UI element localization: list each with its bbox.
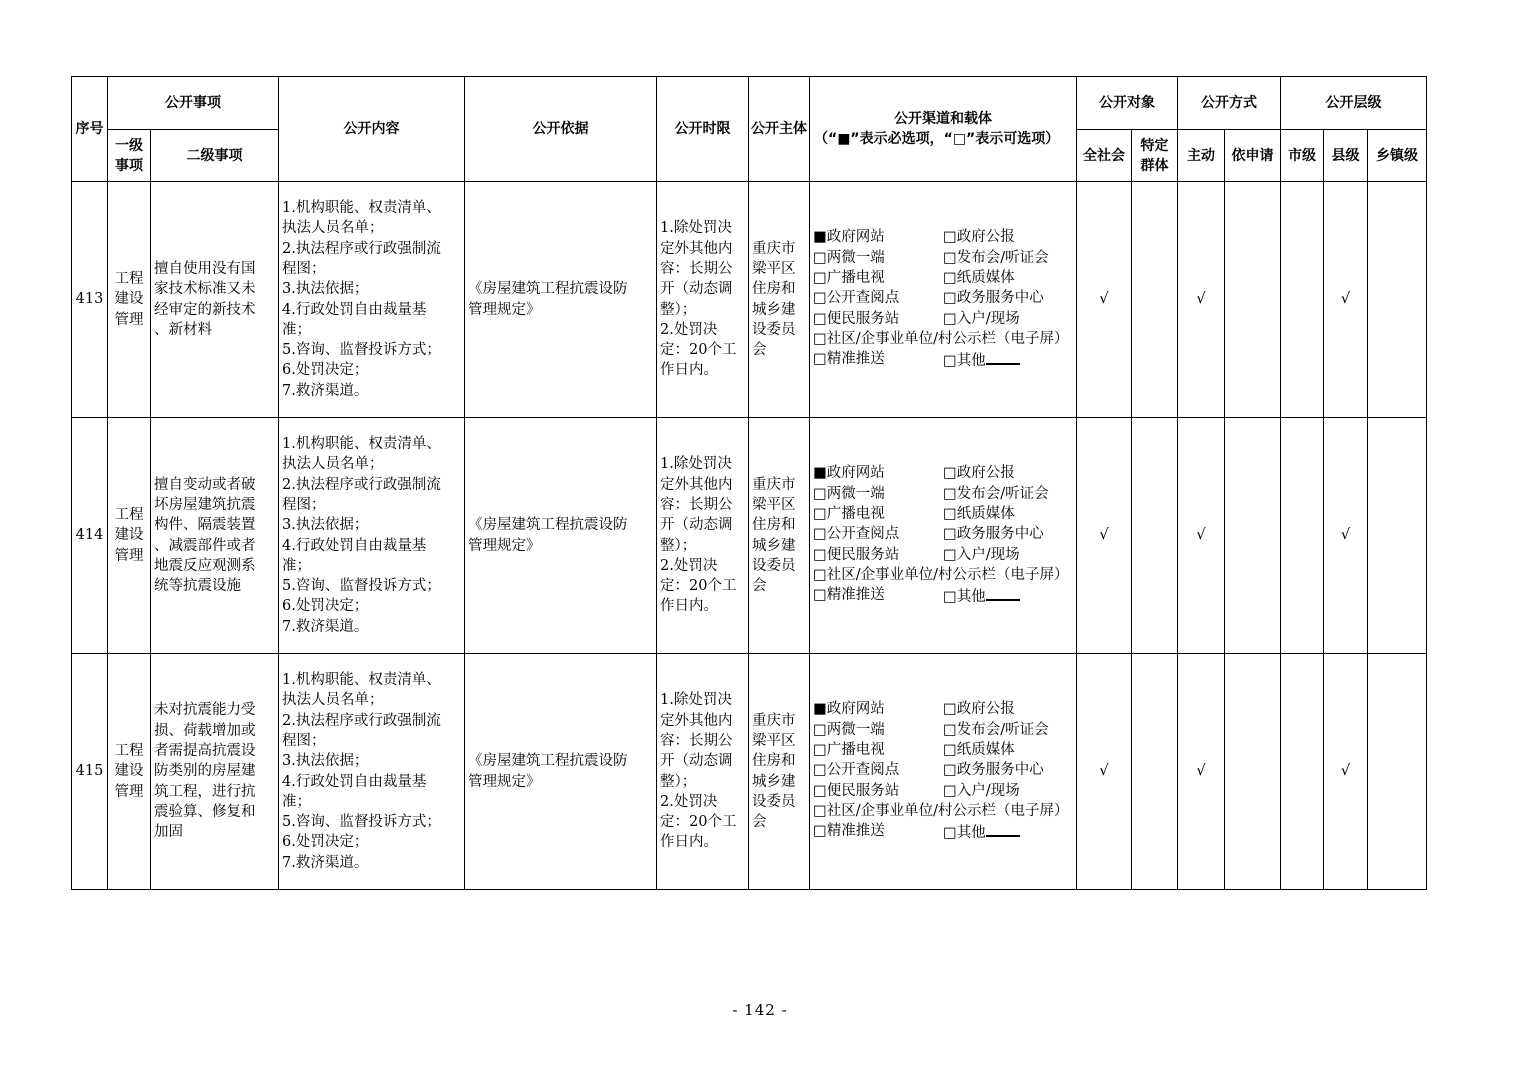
level-city-cell [1281, 182, 1324, 418]
content-line: 7.救济渠道。 [282, 382, 369, 399]
level-town-cell [1368, 418, 1427, 654]
level2-line: 、新材料 [154, 321, 212, 338]
channel-list [813, 699, 1073, 843]
subject-line: 城乡建 [752, 537, 796, 554]
target-all-cell: √ [1077, 418, 1132, 654]
channel-option-label: □发布会/听证会 [943, 485, 1049, 502]
channel-option-label: □发布会/听证会 [943, 721, 1049, 738]
channel-option [813, 349, 943, 371]
channel-option-label: □广播电视 [813, 270, 885, 287]
level1-cell [108, 182, 151, 418]
subject-line: 城乡建 [752, 773, 796, 790]
blank-underline [986, 585, 1020, 601]
subject-line: 住房和 [752, 281, 796, 298]
target-specific-cell [1132, 418, 1178, 654]
target-all-cell: √ [1077, 182, 1132, 418]
channel-option-label: □便民服务站 [813, 782, 900, 799]
content-line: 执法人员名单； [282, 220, 384, 237]
seq-cell: 415 [72, 654, 108, 890]
channel-option-label: □入户/现场 [943, 546, 1020, 563]
time-limit-line: 定：20个工 [660, 578, 737, 595]
channel-option [943, 821, 1073, 843]
time-limit-line: 整）； [660, 537, 697, 554]
basis-line: 《房屋建筑工程抗震设防 [468, 281, 628, 298]
level2-line: 防类别的房屋建 [154, 763, 256, 780]
level1-line: 建设 [114, 527, 144, 544]
time-limit-line: 2.处罚决 [660, 321, 718, 338]
channel-option [943, 585, 1073, 607]
basis-line: 管理规定》 [468, 301, 541, 318]
level2-line: 擅自变动或者破 [154, 476, 256, 493]
level2-line: 者需提高抗震设 [154, 743, 256, 760]
level1-line: 管理 [114, 547, 144, 564]
time-limit-line: 1.除处罚决 [660, 692, 732, 709]
content-line: 6.处罚决定； [282, 362, 369, 379]
header-channel-title: 公开渠道和载体 [894, 111, 992, 127]
method-request-cell [1225, 182, 1281, 418]
level2-cell [151, 654, 279, 890]
channel-cell [810, 654, 1077, 890]
content-line: 3.执法依据； [282, 281, 369, 298]
channel-option-label: □便民服务站 [813, 310, 900, 327]
target-specific-cell [1132, 182, 1178, 418]
content-line: 执法人员名单； [282, 692, 384, 709]
level2-line: 震验算、修复和 [154, 803, 256, 820]
channel-option [943, 349, 1073, 371]
content-line: 1.机构职能、权责清单、 [282, 436, 441, 453]
time-limit-line: 整）； [660, 301, 697, 318]
channel-option-label: □公开查阅点 [813, 762, 900, 779]
channel-option-label: □政府公报 [943, 229, 1015, 246]
content-cell [279, 182, 465, 418]
disclosure-table [71, 76, 1427, 890]
subject-line: 梁平区 [752, 732, 796, 749]
level2-line: 未对抗震能力受 [154, 702, 256, 719]
content-line: 5.咨询、监督投诉方式； [282, 578, 441, 595]
subject-line: 重庆市 [752, 240, 796, 257]
header-level-county: 县级 [1324, 130, 1368, 182]
level1-line: 工程 [114, 743, 144, 760]
time-limit-line: 作日内。 [660, 598, 718, 615]
header-target-all: 全社会 [1077, 130, 1132, 182]
basis-cell [465, 654, 657, 890]
content-line: 4.行政处罚自由裁量基 [282, 773, 427, 790]
channel-option [813, 565, 1073, 585]
content-line: 程图； [282, 260, 326, 277]
level2-cell [151, 418, 279, 654]
channel-option [943, 740, 1073, 760]
channel-option [943, 484, 1073, 504]
channel-option [943, 524, 1073, 544]
subject-line: 会 [752, 578, 767, 595]
content-cell [279, 418, 465, 654]
subject-line: 设委员 [752, 793, 796, 810]
level2-line: 地震反应观测系 [154, 557, 256, 574]
level2-line: 坏房屋建筑抗震 [154, 496, 256, 513]
time-limit-line: 2.处罚决 [660, 793, 718, 810]
channel-option [813, 545, 943, 565]
content-line: 准； [282, 321, 311, 338]
time-limit-line: 定：20个工 [660, 814, 737, 831]
level2-line: 损、荷载增加或 [154, 722, 256, 739]
time-limit-line: 整）； [660, 773, 697, 790]
time-limit-cell [657, 182, 749, 418]
table-body [72, 182, 1427, 890]
channel-option-label: □发布会/听证会 [943, 249, 1049, 266]
channel-option-label: □两微一端 [813, 485, 885, 502]
subject-line: 设委员 [752, 321, 796, 338]
level2-line: 家技术标准又未 [154, 281, 256, 298]
channel-option [813, 484, 943, 504]
seq-cell: 413 [72, 182, 108, 418]
header-seq: 序号 [72, 77, 108, 182]
target-specific-cell [1132, 654, 1178, 890]
content-line: 准； [282, 557, 311, 574]
channel-option [813, 309, 943, 329]
level2-line: 统等抗震设施 [154, 578, 241, 595]
channel-option-label: □精准推送 [813, 587, 885, 604]
channel-option-label: □广播电视 [813, 506, 885, 523]
time-limit-line: 定外其他内 [660, 712, 733, 729]
channel-option [813, 801, 1073, 821]
time-limit-line: 作日内。 [660, 362, 718, 379]
content-line: 5.咨询、监督投诉方式； [282, 814, 441, 831]
level2-line: 筑工程，进行抗 [154, 783, 256, 800]
channel-option [943, 545, 1073, 565]
header-level-town: 乡镇级 [1368, 130, 1427, 182]
channel-option-label: □政府公报 [943, 465, 1015, 482]
header-channel-note: （“■”表示必选项，“□”表示可选项） [814, 131, 1060, 147]
content-line: 程图； [282, 732, 326, 749]
subject-line: 重庆市 [752, 712, 796, 729]
content-line: 3.执法依据； [282, 517, 369, 534]
content-cell [279, 654, 465, 890]
subject-cell [749, 418, 810, 654]
method-request-cell [1225, 418, 1281, 654]
level1-line: 管理 [114, 311, 144, 328]
subject-line: 梁平区 [752, 260, 796, 277]
level1-line: 建设 [114, 763, 144, 780]
table-row [72, 418, 1427, 654]
level2-line: 加固 [154, 824, 183, 841]
channel-option [813, 268, 943, 288]
level1-cell [108, 654, 151, 890]
channel-option-label: □纸质媒体 [943, 270, 1015, 287]
channel-option-label: ■政府网站 [813, 701, 885, 718]
level1-line: 建设 [114, 291, 144, 308]
channel-option-label: □其他 [943, 353, 986, 370]
content-line: 4.行政处罚自由裁量基 [282, 301, 427, 318]
channel-option-label: □政务服务中心 [943, 526, 1044, 543]
channel-option [813, 248, 943, 268]
header-level1: 一级事项 [108, 130, 151, 182]
basis-cell [465, 182, 657, 418]
level1-line: 管理 [114, 783, 144, 800]
content-line: 2.执法程序或行政强制流 [282, 476, 441, 493]
channel-option [813, 585, 943, 607]
header-target-specific: 特定群体 [1132, 130, 1178, 182]
channel-list [813, 463, 1073, 607]
subject-line: 住房和 [752, 517, 796, 534]
subject-line: 城乡建 [752, 301, 796, 318]
basis-line: 管理规定》 [468, 537, 541, 554]
content-line: 3.执法依据； [282, 753, 369, 770]
content-line: 2.执法程序或行政强制流 [282, 712, 441, 729]
subject-line: 住房和 [752, 753, 796, 770]
header-method: 公开方式 [1178, 77, 1281, 130]
channel-cell [810, 418, 1077, 654]
channel-option-label: ■政府网站 [813, 465, 885, 482]
subject-line: 梁平区 [752, 496, 796, 513]
content-line: 5.咨询、监督投诉方式； [282, 342, 441, 359]
channel-option [943, 288, 1073, 308]
channel-option-label: □政务服务中心 [943, 290, 1044, 307]
content-line: 准； [282, 793, 311, 810]
channel-option-label: □社区/企事业单位/村公示栏（电子屏） [813, 330, 1069, 347]
level-county-cell: √ [1324, 418, 1368, 654]
header-level-city: 市级 [1281, 130, 1324, 182]
table-row [72, 182, 1427, 418]
level-county-cell: √ [1324, 654, 1368, 890]
level-town-cell [1368, 182, 1427, 418]
channel-option [943, 248, 1073, 268]
channel-option-label: □便民服务站 [813, 546, 900, 563]
time-limit-line: 容：长期公 [660, 496, 733, 513]
channel-option-label: □政府公报 [943, 701, 1015, 718]
content-line: 程图； [282, 496, 326, 513]
channel-option [813, 740, 943, 760]
channel-option [943, 781, 1073, 801]
channel-option-label: □两微一端 [813, 721, 885, 738]
level2-line: 、减震部件或者 [154, 537, 256, 554]
seq-cell: 414 [72, 418, 108, 654]
level2-cell [151, 182, 279, 418]
channel-option-label: □政务服务中心 [943, 762, 1044, 779]
blank-underline [986, 821, 1020, 837]
subject-line: 重庆市 [752, 476, 796, 493]
time-limit-line: 容：长期公 [660, 260, 733, 277]
channel-option [943, 268, 1073, 288]
channel-option [943, 699, 1073, 719]
level-town-cell [1368, 654, 1427, 890]
channel-option [813, 463, 943, 483]
level2-line: 擅自使用没有国 [154, 260, 256, 277]
method-active-cell: √ [1178, 654, 1225, 890]
table-row [72, 654, 1427, 890]
header-basis: 公开依据 [465, 77, 657, 182]
time-limit-line: 定外其他内 [660, 240, 733, 257]
channel-option [813, 524, 943, 544]
level-city-cell [1281, 654, 1324, 890]
content-line: 6.处罚决定； [282, 598, 369, 615]
level2-line: 经审定的新技术 [154, 301, 256, 318]
level1-cell [108, 418, 151, 654]
channel-option-label: □公开查阅点 [813, 290, 900, 307]
time-limit-cell [657, 654, 749, 890]
header-method-request: 依申请 [1225, 130, 1281, 182]
header-target: 公开对象 [1077, 77, 1178, 130]
time-limit-line: 2.处罚决 [660, 557, 718, 574]
channel-option-label: □两微一端 [813, 249, 885, 266]
channel-option-label: □其他 [943, 589, 986, 606]
channel-option [943, 504, 1073, 524]
channel-option [813, 504, 943, 524]
time-limit-line: 开（动态调 [660, 281, 733, 298]
level2-line: 构件、隔震装置 [154, 517, 256, 534]
time-limit-line: 定外其他内 [660, 476, 733, 493]
level1-line: 工程 [114, 271, 144, 288]
channel-option-label: □其他 [943, 825, 986, 842]
channel-option [813, 760, 943, 780]
time-limit-cell [657, 418, 749, 654]
time-limit-line: 定：20个工 [660, 342, 737, 359]
subject-cell [749, 654, 810, 890]
header-channel [810, 77, 1077, 182]
target-all-cell: √ [1077, 654, 1132, 890]
channel-option-label: □入户/现场 [943, 310, 1020, 327]
channel-option-label: □纸质媒体 [943, 742, 1015, 759]
header-content: 公开内容 [279, 77, 465, 182]
content-line: 1.机构职能、权责清单、 [282, 200, 441, 217]
header-level: 公开层级 [1281, 77, 1427, 130]
channel-option-label: □社区/企事业单位/村公示栏（电子屏） [813, 802, 1069, 819]
subject-line: 设委员 [752, 557, 796, 574]
subject-cell [749, 182, 810, 418]
content-line: 2.执法程序或行政强制流 [282, 240, 441, 257]
channel-option [943, 227, 1073, 247]
page-number: - 142 - [732, 1001, 788, 1019]
basis-line: 《房屋建筑工程抗震设防 [468, 517, 628, 534]
channel-option-label: □精准推送 [813, 351, 885, 368]
header-method-active: 主动 [1178, 130, 1225, 182]
content-line: 6.处罚决定； [282, 834, 369, 851]
time-limit-line: 容：长期公 [660, 732, 733, 749]
time-limit-line: 1.除处罚决 [660, 456, 732, 473]
time-limit-line: 作日内。 [660, 834, 718, 851]
subject-line: 会 [752, 814, 767, 831]
header-item: 公开事项 [108, 77, 279, 130]
level-city-cell [1281, 418, 1324, 654]
time-limit-line: 开（动态调 [660, 753, 733, 770]
content-line: 7.救济渠道。 [282, 618, 369, 635]
channel-option [813, 227, 943, 247]
channel-option [813, 288, 943, 308]
channel-option-label: ■政府网站 [813, 229, 885, 246]
header-level2: 二级事项 [151, 130, 279, 182]
content-line: 1.机构职能、权责清单、 [282, 672, 441, 689]
method-active-cell: √ [1178, 418, 1225, 654]
time-limit-line: 开（动态调 [660, 517, 733, 534]
header-time-limit: 公开时限 [657, 77, 749, 182]
channel-option [813, 329, 1073, 349]
channel-option [813, 699, 943, 719]
level-county-cell: √ [1324, 182, 1368, 418]
channel-option [813, 781, 943, 801]
method-request-cell [1225, 654, 1281, 890]
channel-option [943, 720, 1073, 740]
channel-option-label: □公开查阅点 [813, 526, 900, 543]
header-subject: 公开主体 [749, 77, 810, 182]
channel-option [813, 821, 943, 843]
channel-option-label: □纸质媒体 [943, 506, 1015, 523]
channel-option [943, 760, 1073, 780]
basis-cell [465, 418, 657, 654]
basis-line: 管理规定》 [468, 773, 541, 790]
channel-option [943, 463, 1073, 483]
content-line: 执法人员名单； [282, 456, 384, 473]
channel-option [813, 720, 943, 740]
channel-option [943, 309, 1073, 329]
blank-underline [986, 349, 1020, 365]
channel-cell [810, 182, 1077, 418]
channel-option-label: □社区/企事业单位/村公示栏（电子屏） [813, 566, 1069, 583]
content-line: 7.救济渠道。 [282, 854, 369, 871]
basis-line: 《房屋建筑工程抗震设防 [468, 753, 628, 770]
channel-option-label: □精准推送 [813, 823, 885, 840]
channel-option-label: □入户/现场 [943, 782, 1020, 799]
channel-option-label: □广播电视 [813, 742, 885, 759]
time-limit-line: 1.除处罚决 [660, 220, 732, 237]
content-line: 4.行政处罚自由裁量基 [282, 537, 427, 554]
subject-line: 会 [752, 342, 767, 359]
channel-list [813, 227, 1073, 371]
method-active-cell: √ [1178, 182, 1225, 418]
level1-line: 工程 [114, 507, 144, 524]
